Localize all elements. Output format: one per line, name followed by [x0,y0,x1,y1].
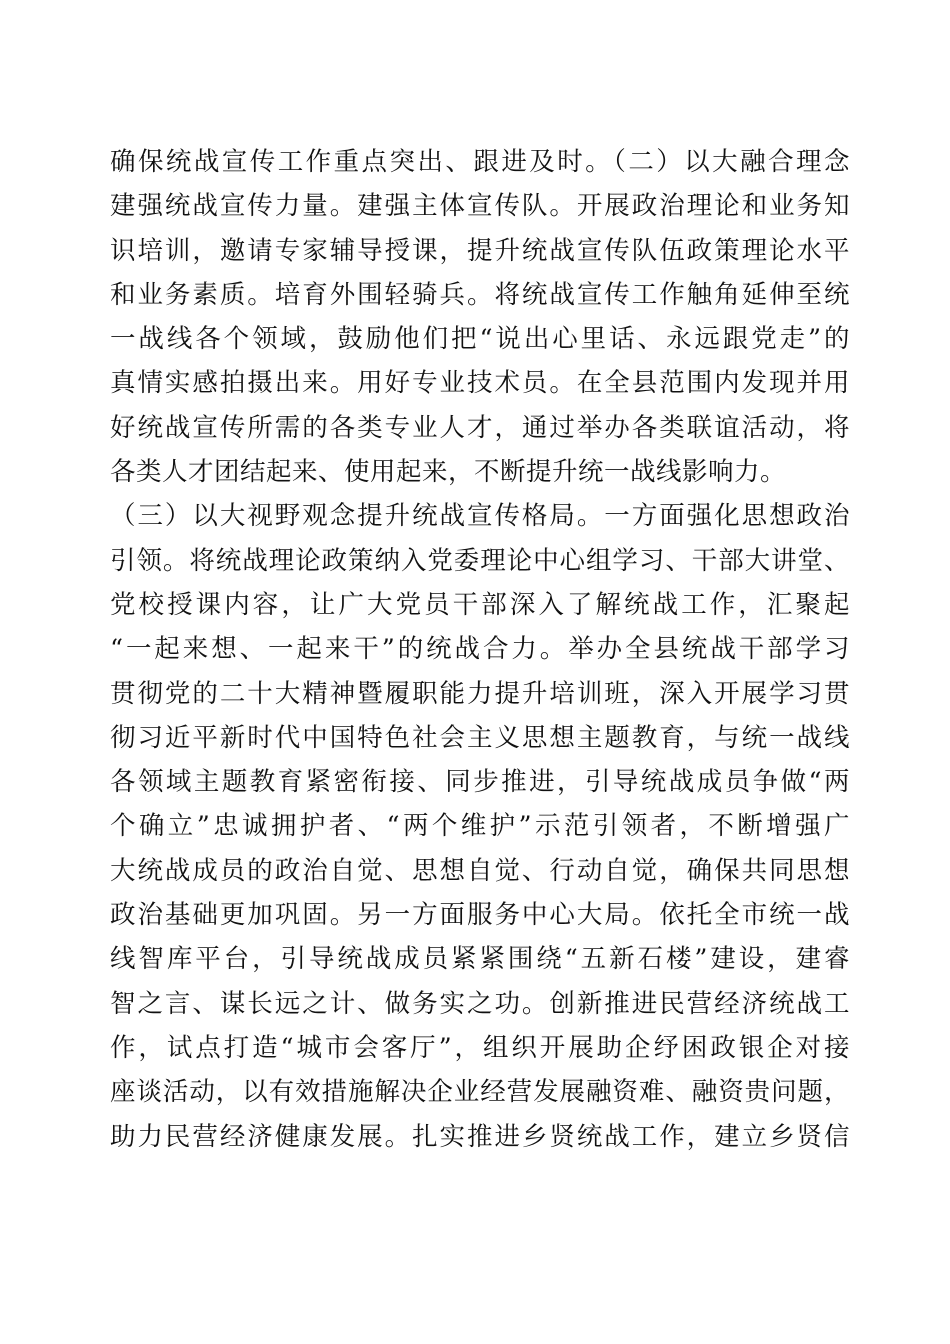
text-line: “一起来想、一起来干”的统战合力。举办全县统战干部学习 [110,634,850,665]
text-line: 贯彻党的二十大精神暨履职能力提升培训班，深入开展学习贯 [110,678,850,709]
text-line: 各领域主题教育紧密衔接、同步推进，引导统战成员争做“两 [110,767,850,798]
text-line: 作，试点打造“城市会客厅”，组织开展助企纾困政银企对接 [110,1032,850,1063]
text-line: 彻习近平新时代中国特色社会主义思想主题教育，与统一战线 [110,722,850,753]
text-line: 智之言、谋长远之计、做务实之功。创新推进民营经济统战工 [110,988,850,1019]
text-line: 建强统战宣传力量。建强主体宣传队。开展政治理论和业务知 [110,191,850,222]
text-line: 各类人才团结起来、使用起来，不断提升统一战线影响力。 [110,457,787,488]
text-line: 助力民营经济健康发展。扎实推进乡贤统战工作，建立乡贤信 [110,1121,850,1152]
text-line: 引领。将统战理论政策纳入党委理论中心组学习、干部大讲堂、 [110,545,850,576]
text-line: 识培训，邀请专家辅导授课，提升统战宣传队伍政策理论水平 [110,235,850,266]
text-line: 一战线各个领域，鼓励他们把“说出心里话、永远跟党走”的 [110,324,850,355]
text-line: 座谈活动，以有效措施解决企业经营发展融资难、融资贵问题， [110,1077,850,1108]
text-line: 政治基础更加巩固。另一方面服务中心大局。依托全市统一战 [110,900,850,931]
text-line: 真情实感拍摄出来。用好专业技术员。在全县范围内发现并用 [110,368,850,399]
text-line: 和业务素质。培育外围轻骑兵。将统战宣传工作触角延伸至统 [110,279,850,310]
text-line: 大统战成员的政治自觉、思想自觉、行动自觉，确保共同思想 [110,855,850,886]
text-line: 好统战宣传所需的各类专业人才，通过举办各类联谊活动，将 [110,412,850,443]
text-line: 党校授课内容，让广大党员干部深入了解统战工作，汇聚起 [110,589,850,620]
text-line: 个确立”忠诚拥护者、“两个维护”示范引领者，不断增强广 [110,811,850,842]
text-line: 线智库平台，引导统战成员紧紧围绕“五新石楼”建设，建睿 [110,944,850,975]
text-line: 确保统战宣传工作重点突出、跟进及时。（二）以大融合理念 [110,147,850,177]
body-text [110,140,850,1159]
text-line: （三）以大视野观念提升统战宣传格局。一方面强化思想政治 [110,501,850,532]
